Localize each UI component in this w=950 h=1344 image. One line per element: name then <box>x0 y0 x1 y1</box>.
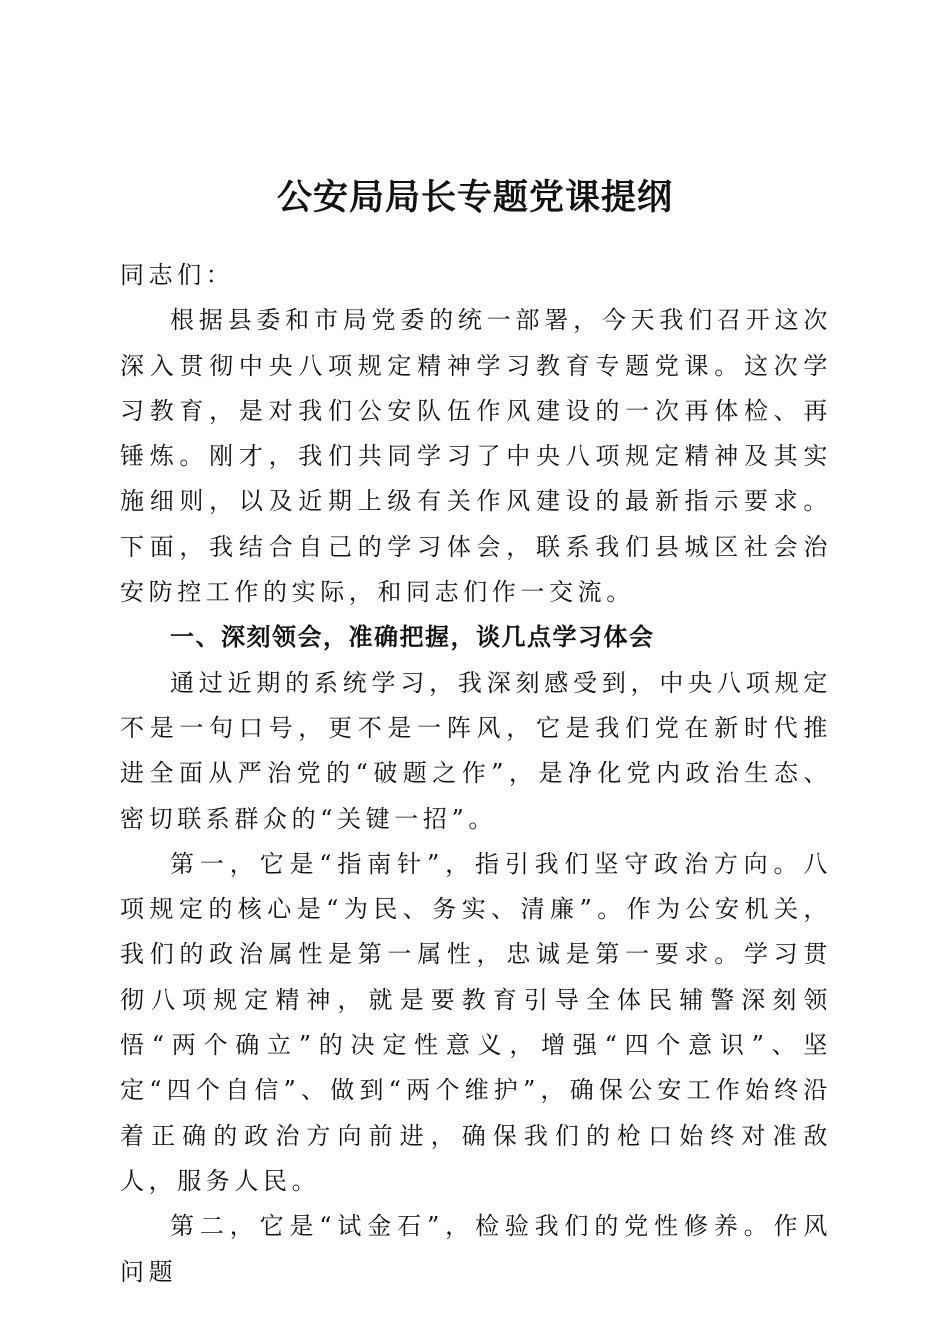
paragraph-point-two: 第二，它是“试金石”，检验我们的党性修养。作风问题 <box>120 1212 832 1286</box>
paragraph-study-insight: 通过近期的系统学习，我深刻感受到，中央八项规定不是一句口号，更不是一阵风，它是我们党在新时代推进全面从严治党的“破题之作”，是净化党内政治生态、密切联系群众的“关键一招”。 <box>120 668 832 833</box>
document-body <box>120 253 832 1295</box>
section-heading-1: 一、深刻领会，准确把握，谈几点学习体会 <box>170 623 655 652</box>
paragraph-intro: 根据县委和市局党委的统一部署，今天我们召开这次深入贯彻中央八项规定精神学习教育专题党课。这次学习教育，是对我们公安队伍作风建设的一次再体检、再锤炼。刚才，我们共同学习了中央八项规定精神及其实施细则，以及近期上级有关作风建设的最新指示要求。下面，我结合自己的学习体会，联系我们县城区社会治安防控工作的实际，和同志们作一交流。 <box>120 306 832 607</box>
salutation: 同志们： <box>120 261 235 289</box>
paragraph-point-one: 第一，它是“指南针”，指引我们坚守政治方向。八项规定的核心是“为民、务实、清廉”。作为公安机关，我们的政治属性是第一属性，忠诚是第一要求。学习贯彻八项规定精神，就是要教育引导全体民辅警深刻领悟“两个确立”的决定性意义，增强“四个意识”、坚定“四个自信”、做到“两个维护”，确保公安工作始终沿着正确的政治方向前进，确保我们的枪口始终对准敌人，服务人民。 <box>120 849 832 1195</box>
document-title: 公安局局长专题党课提纲 <box>276 177 673 218</box>
